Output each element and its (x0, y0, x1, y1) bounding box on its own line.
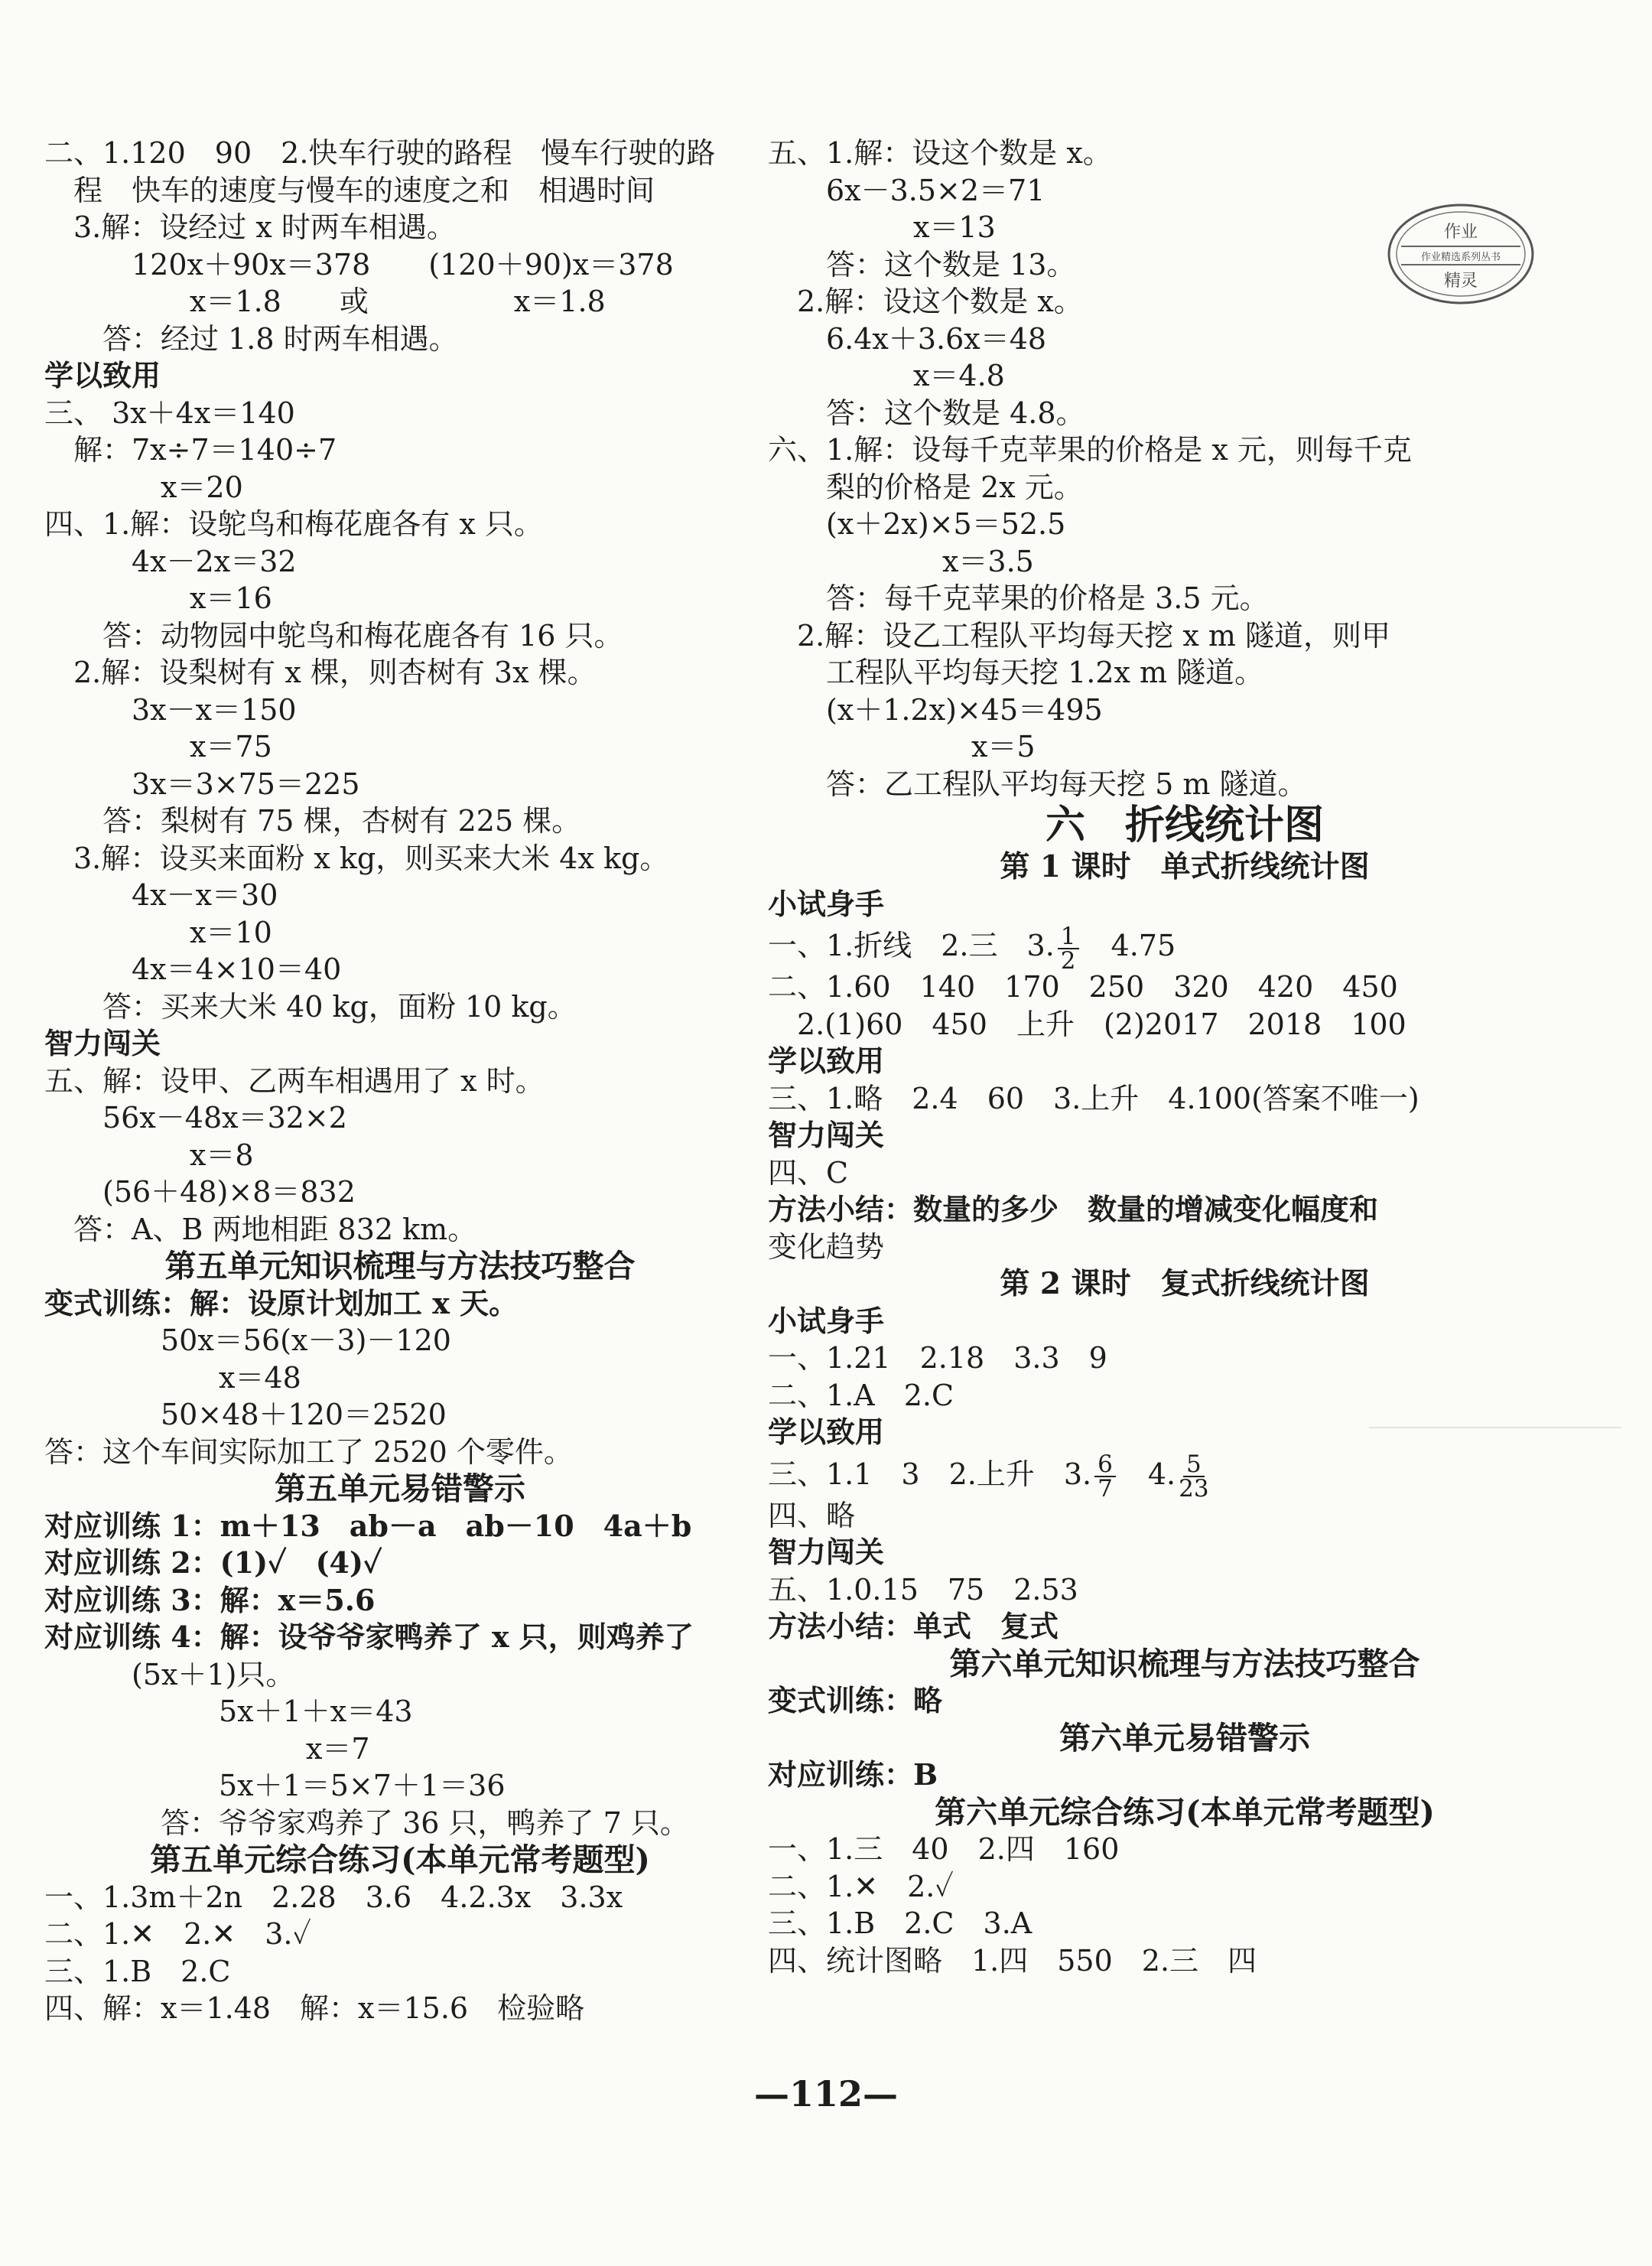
right-line: 小试身手 (768, 886, 885, 921)
right-line: 小试身手 (768, 1303, 885, 1338)
right-line: 变式训练：略 (768, 1683, 943, 1717)
left-line: x＝75 (44, 730, 272, 763)
right-line: 2.(1)60 450 上升 (2)2017 2018 100 (768, 1007, 1406, 1041)
fraction-denominator: 23 (1179, 1475, 1209, 1503)
fraction-denominator: 7 (1098, 1475, 1113, 1503)
fraction-numerator: 5 (1183, 1453, 1205, 1477)
left-line: 2.解：设梨树有 x 棵，则杏树有 3x 棵。 (44, 656, 597, 689)
right-line: 2.解：设乙工程队平均每天挖 x m 隧道，则甲 (768, 618, 1390, 653)
left-line: 四、解：x＝1.48 解：x＝15.6 检验略 (44, 1991, 585, 2025)
fraction-numerator: 6 (1094, 1453, 1116, 1477)
right-line: 一、1.21 2.18 3.3 9 (768, 1341, 1107, 1375)
right-line: 学以致用 (768, 1043, 885, 1078)
right-line: 学以致用 (768, 1415, 885, 1449)
left-line: 变式训练：解：设原计划加工 x 天。 (44, 1285, 519, 1320)
left-line: 3.解：设经过 x 时两车相遇。 (44, 210, 456, 244)
left-line: 三、1.B 2.C (44, 1954, 231, 1988)
right-line: 2.解：设这个数是 x。 (768, 285, 1083, 318)
right-line (768, 922, 1602, 975)
left-line: 答：A、B 两地相距 832 km。 (44, 1212, 477, 1246)
line-text-tail: 4.75 (1081, 929, 1176, 962)
right-line: 智力闯关 (768, 1118, 885, 1152)
left-line: 解：7x÷7＝140÷7 (44, 433, 337, 467)
right-line: x＝4.8 (768, 359, 1005, 392)
left-line: 3x－x＝150 (44, 692, 297, 727)
right-line: 对应训练：B (768, 1757, 938, 1792)
right-line: 四、略 (768, 1498, 856, 1532)
line-text: 一、1.折线 2.三 3. (768, 929, 1055, 962)
left-line: 第五单元知识梳理与方法技巧整合 (164, 1248, 636, 1284)
right-line: 四、C (768, 1155, 849, 1190)
page-number: —112— (753, 2073, 899, 2115)
left-line: 5x＋1＝5×7＋1＝36 (44, 1769, 506, 1802)
line-text-tail: 4. (1118, 1457, 1176, 1491)
right-line: 五、1.解：设这个数是 x。 (768, 136, 1112, 170)
right-line: 二、1.A 2.C (768, 1378, 954, 1412)
right-line: x＝3.5 (768, 544, 1034, 578)
right-line: (x＋2x)×5＝52.5 (768, 507, 1066, 541)
left-line: 答：爷爷家鸡养了 36 只，鸭养了 7 只。 (44, 1805, 689, 1840)
left-line: 5x＋1＋x＝43 (44, 1695, 413, 1728)
right-line: 六、1.解：设每千克苹果的价格是 x 元，则每千克 (768, 433, 1412, 467)
right-line: 智力闯关 (768, 1535, 885, 1569)
left-line: 智力闯关 (44, 1026, 161, 1060)
left-line: 程 快车的速度与慢车的速度之和 相遇时间 (44, 173, 655, 207)
left-line: 学以致用 (44, 358, 161, 392)
right-line: 方法小结：数量的多少 数量的增减变化幅度和 (768, 1192, 1379, 1226)
svg-text:作业: 作业 (1443, 223, 1478, 242)
right-line: 四、统计图略 1.四 550 2.三 四 (768, 1943, 1257, 1978)
right-line: x＝13 (768, 210, 996, 244)
fraction (1058, 922, 1079, 975)
fraction-numerator: 1 (1058, 925, 1079, 949)
left-line: 答：梨树有 75 棵，杏树有 225 棵。 (44, 804, 581, 838)
left-line: 第五单元易错警示 (275, 1470, 525, 1507)
left-line: 3.解：设买来面粉 x kg，则买来大米 4x kg。 (44, 841, 669, 875)
right-line: 答：每千克苹果的价格是 3.5 元。 (768, 581, 1269, 615)
right-line: (x＋1.2x)×45＝495 (768, 692, 1103, 727)
right-line: 三、1.B 2.C 3.A (768, 1906, 1032, 1940)
right-line: 第六单元综合练习(本单元常考题型) (935, 1793, 1435, 1831)
svg-text:作业精选系列丛书: 作业精选系列丛书 (1420, 252, 1501, 263)
right-line: 答：乙工程队平均每天挖 5 m 隧道。 (768, 767, 1307, 801)
left-line: 一、1.3m＋2n 2.28 3.6 4.2.3x 3.3x (44, 1880, 623, 1914)
left-line: 答：动物园中鸵鸟和梅花鹿各有 16 只。 (44, 618, 623, 653)
left-line: 五、解：设甲、乙两车相遇用了 x 时。 (44, 1063, 545, 1098)
right-line: 第六单元知识梳理与方法技巧整合 (949, 1645, 1420, 1682)
left-line: 50x＝56(x－3)－120 (44, 1323, 451, 1357)
left-line: 二、1.✕ 2.✕ 3.✓ (44, 1917, 311, 1951)
left-line: x＝48 (44, 1360, 301, 1395)
left-line: x＝8 (44, 1138, 254, 1172)
left-line: 三、 3x＋4x＝140 (44, 396, 295, 430)
left-line: (5x＋1)只。 (44, 1657, 295, 1691)
line-text: 三、1.1 3 2.上升 3. (768, 1457, 1092, 1491)
stamp-seal (1384, 200, 1537, 308)
svg-text:精灵: 精灵 (1443, 272, 1478, 291)
left-line: x＝20 (44, 470, 243, 504)
left-line: x＝10 (44, 915, 272, 949)
right-line: 三、1.略 2.4 60 3.上升 4.100(答案不唯一) (768, 1081, 1419, 1115)
right-line: 答：这个数是 4.8。 (768, 396, 1085, 430)
right-line: 梨的价格是 2x 元。 (768, 470, 1083, 504)
right-line: 二、1.60 140 170 250 320 420 450 (768, 970, 1398, 1004)
left-line: 120x＋90x＝378 (120＋90)x＝378 (44, 247, 674, 282)
left-line: 第五单元综合练习(本单元常考题型) (150, 1841, 650, 1878)
right-line: 第六单元易错警示 (1059, 1719, 1310, 1756)
fraction (1094, 1450, 1116, 1503)
fraction-denominator: 2 (1060, 946, 1076, 975)
left-line: 答：买来大米 40 kg，面粉 10 kg。 (44, 989, 577, 1024)
right-line: 第 2 课时 复式折线统计图 (1000, 1266, 1370, 1301)
left-line: 对应训练 1：m＋13 ab－a ab－10 4a＋b (44, 1508, 692, 1543)
left-line: x＝1.8 或 x＝1.8 (44, 285, 606, 318)
left-line: 对应训练 2：(1)✓ (4)✓ (44, 1545, 382, 1580)
right-line (768, 1450, 1602, 1503)
left-line: 对应训练 4：解：设爷爷家鸭养了 x 只，则鸡养了 (44, 1620, 694, 1654)
left-line: 四、1.解：设鸵鸟和梅花鹿各有 x 只。 (44, 507, 543, 541)
left-line: 3x＝3×75＝225 (44, 767, 360, 801)
left-line: 二、1.120 90 2.快车行驶的路程 慢车行驶的路 (44, 136, 716, 170)
right-line: 变化趋势 (768, 1229, 885, 1264)
left-line: 50×48＋120＝2520 (44, 1398, 447, 1431)
left-line: 对应训练 3：解：x＝5.6 (44, 1582, 376, 1617)
right-line: 答：这个数是 13。 (768, 247, 1076, 282)
left-line: (56＋48)×8＝832 (44, 1175, 356, 1209)
right-line: 工程队平均每天挖 1.2x m 隧道。 (768, 656, 1264, 689)
right-column (768, 135, 1602, 1979)
right-line: 二、1.✕ 2.✓ (768, 1869, 954, 1903)
right-line: 六 折线统计图 (1045, 802, 1324, 848)
left-column (44, 135, 756, 2027)
left-line: x＝7 (44, 1731, 370, 1766)
right-line: 方法小结：单式 复式 (768, 1609, 1059, 1643)
left-line: x＝16 (44, 581, 272, 615)
right-line: x＝5 (768, 730, 1036, 763)
left-line: 4x－2x＝32 (44, 544, 297, 578)
right-line: 五、1.0.15 75 2.53 (768, 1572, 1078, 1607)
right-line: 一、1.三 40 2.四 160 (768, 1832, 1120, 1866)
left-line: 答：这个车间实际加工了 2520 个零件。 (44, 1434, 573, 1469)
left-line: 56x－48x＝32×2 (44, 1101, 347, 1135)
left-line: 4x＝4×10＝40 (44, 952, 342, 986)
left-line: 答：经过 1.8 时两车相遇。 (44, 321, 458, 356)
left-line: 4x－x＝30 (44, 878, 278, 912)
right-line: 6.4x＋3.6x＝48 (768, 321, 1047, 356)
right-line: 第 1 课时 单式折线统计图 (1000, 849, 1370, 884)
right-line: 6x－3.5×2＝71 (768, 173, 1046, 207)
fraction (1179, 1450, 1209, 1503)
scan-line (1369, 1427, 1621, 1428)
